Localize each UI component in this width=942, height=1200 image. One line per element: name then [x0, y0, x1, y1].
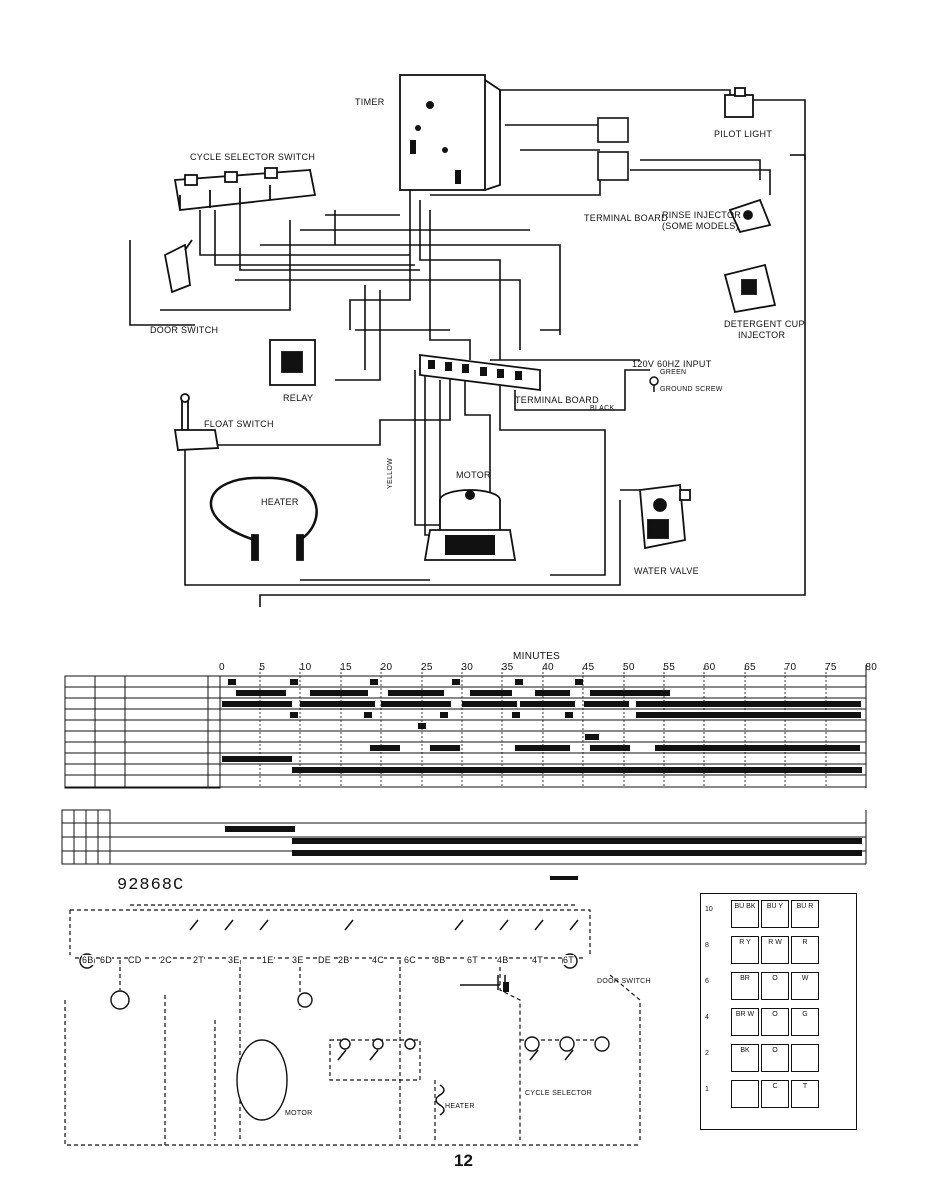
minute-tick-label: 70 — [784, 662, 797, 673]
terminal-grid-cell — [791, 1044, 819, 1072]
terminal-grid-cell: BR W — [731, 1008, 759, 1036]
terminal-grid-row-number: 10 — [705, 906, 713, 913]
model-number: 92868C — [117, 876, 185, 895]
minute-tick-label: 60 — [703, 662, 716, 673]
minute-tick-label: 80 — [865, 662, 878, 673]
minute-tick-label: 55 — [663, 662, 676, 673]
timer-label: TIMER — [355, 97, 385, 107]
minute-tick-label: 45 — [582, 662, 595, 673]
minute-tick-label: 25 — [421, 662, 433, 673]
detergent-cup-label: DETERGENT CUP — [724, 319, 805, 329]
terminal-grid-cell: BK — [731, 1044, 759, 1072]
timing-chart-title: MINUTES — [513, 651, 561, 662]
schematic-terminal-label: 3E — [292, 955, 304, 965]
minute-tick-label: 75 — [825, 662, 837, 673]
terminal-grid-cell: O — [761, 1008, 789, 1036]
schematic-terminal-label: 4C — [372, 955, 385, 965]
minute-tick-label: 65 — [744, 662, 756, 673]
minute-tick-label: 10 — [299, 662, 312, 673]
schematic-heater-label: HEATER — [445, 1103, 475, 1110]
schematic-terminal-label: 6C — [404, 955, 417, 965]
wire-label-yellow: YELLOW — [386, 458, 394, 489]
page-number: 12 — [454, 1151, 473, 1170]
rinse-injector-label: RINSE INJECTOR — [662, 210, 742, 220]
terminal-board-label: TERMINAL BOARD — [515, 395, 599, 405]
terminal-grid-cell: R W — [761, 936, 789, 964]
schematic-terminal-label: 2C — [160, 955, 173, 965]
terminal-grid-cell: O — [761, 972, 789, 1000]
terminal-grid-cell — [731, 1080, 759, 1108]
minute-tick-label: 5 — [259, 662, 266, 673]
schematic-terminal-label: 6B — [82, 955, 94, 965]
water-valve-label: WATER VALVE — [634, 566, 699, 576]
schematic-terminal-label: 4T — [532, 955, 544, 965]
minute-tick-label: 35 — [501, 662, 514, 673]
rinse-injector-note: (SOME MODELS) — [662, 221, 739, 231]
schematic-terminal-label: 2T — [193, 955, 205, 965]
terminal-grid-cell: R — [791, 936, 819, 964]
input-label: 120V 60HZ INPUT — [632, 359, 712, 369]
minute-tick-label: 30 — [461, 662, 474, 673]
terminal-grid-cell: BU Y — [761, 900, 789, 928]
schematic-terminal-label: 8B — [434, 955, 446, 965]
terminal-grid-cell: C — [761, 1080, 789, 1108]
terminal-grid-cell: BU R — [791, 900, 819, 928]
terminal-grid-cell: BU BK — [731, 900, 759, 928]
schematic-terminal-label: 2B — [338, 955, 350, 965]
terminal-grid-cell: G — [791, 1008, 819, 1036]
heater-label: HEATER — [261, 497, 299, 507]
terminal-grid-cell: W — [791, 972, 819, 1000]
pilot-light-label: PILOT LIGHT — [714, 129, 773, 139]
schematic-terminal-label: 6T — [467, 955, 479, 965]
minute-tick-label: 20 — [380, 662, 393, 673]
terminal-grid-cell: BR — [731, 972, 759, 1000]
terminal-grid-row-number: 4 — [705, 1014, 709, 1021]
terminal-grid-cell: T — [791, 1080, 819, 1108]
schematic-terminal-label: DE — [318, 955, 332, 965]
terminal-grid-row-number: 1 — [705, 1086, 709, 1093]
ground-screw-label: GROUND SCREW — [660, 386, 723, 393]
minute-tick-label: 15 — [340, 662, 352, 673]
float-switch-label: FLOAT SWITCH — [204, 419, 274, 429]
minute-tick-label: 50 — [623, 662, 635, 673]
minute-tick-label: 40 — [542, 662, 554, 673]
detergent-injector-label: INJECTOR — [738, 330, 786, 340]
terminal-grid — [700, 893, 857, 1130]
schematic-motor-label: MOTOR — [285, 1110, 313, 1117]
wire-label-green: GREEN — [660, 369, 687, 376]
schematic-terminal-label: 6D — [100, 955, 113, 965]
minute-tick-label: 0 — [219, 662, 225, 673]
schematic-terminal-label: 6T — [563, 955, 575, 965]
terminal-board-top-label: TERMINAL BOARD — [584, 213, 668, 223]
schematic-terminal-label: 3E — [228, 955, 240, 965]
cycle-selector-switch-label: CYCLE SELECTOR SWITCH — [190, 152, 316, 162]
schematic-terminal-label: 4B — [497, 955, 509, 965]
schematic-terminal-label: CD — [128, 955, 142, 965]
terminal-grid-row-number: 8 — [705, 942, 709, 949]
terminal-grid-row-number: 2 — [705, 1050, 709, 1057]
door-switch-label: DOOR SWITCH — [150, 325, 219, 335]
schematic-cycle-selector-label: CYCLE SELECTOR — [525, 1090, 593, 1097]
terminal-grid-cell: O — [761, 1044, 789, 1072]
schematic-door-switch-label: DOOR SWITCH — [597, 978, 651, 985]
motor-label: MOTOR — [456, 470, 491, 480]
relay-label: RELAY — [283, 393, 314, 403]
terminal-grid-cell: R Y — [731, 936, 759, 964]
terminal-grid-row-number: 6 — [705, 978, 709, 985]
wire-label-black: BLACK — [590, 405, 615, 412]
schematic-terminal-label: 1E — [262, 955, 274, 965]
